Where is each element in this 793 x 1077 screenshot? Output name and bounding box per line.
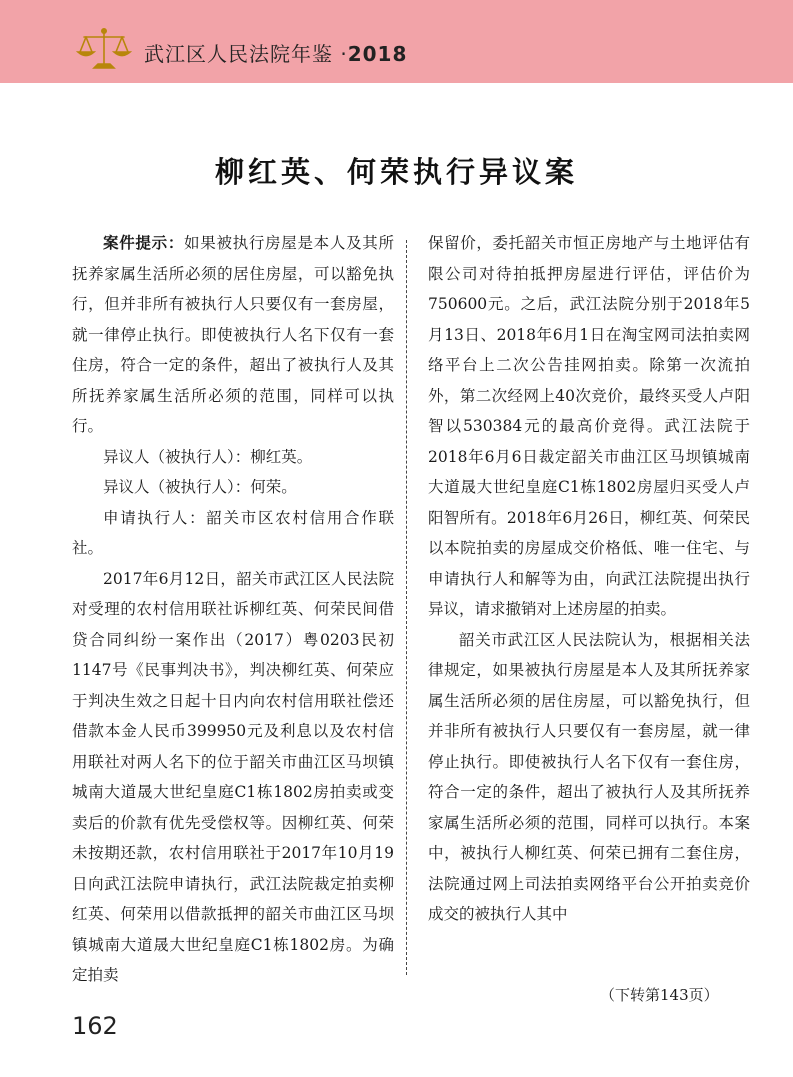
column-divider bbox=[406, 240, 407, 975]
court-opinion-paragraph: 韶关市武江区人民法院认为，根据相关法律规定，如果被执行房屋是本人及其所抚养家属生活所必须的居住房屋，可以豁免执行，但并非所有被执行人只要仅有一套房屋，就一律停止执行。即使被执行人名下仅有一套住房，符合一定的条件，超出了被执行人及其所抚养家属生活所必须的范围，同样可以执行。本案中，被执行人柳红英、何荣已拥有二套住房，法院通过网上司法拍卖网络平台公开拍卖竞价成交的被执行人其中 bbox=[428, 630, 750, 923]
case-facts-continuation: 保留价，委托韶关市恒正房地产与土地评估有限公司对待拍抵押房屋进行评估，评估价为750600元。之后，武江法院分别于2018年5月13日、2018年6月1日在淘宝网司法拍卖网络平台上二次公告挂网拍卖。除第一次流拍外，第二次经网上40次竞价，最终买受人卢阳智以530384元的最高价竞得。武江法院于2018年6月6日裁定韶关市曲江区马坝镇城南大道晟大世纪皇庭C1栋1802房屋归买受人卢阳智所有。2018年6月26日，柳红英、何荣民以本院拍卖的房屋成交价格低、唯一住宅、与申请执行人和解等为由，向武江法院提出执行异议，请求撤销对上述房屋的拍卖。 bbox=[428, 234, 750, 618]
case-hint-paragraph bbox=[72, 228, 394, 442]
yearbook-title bbox=[144, 38, 407, 67]
applicant: 申请执行人：韶关市区农村信用合作联社。 bbox=[72, 508, 394, 557]
left-column bbox=[72, 228, 394, 991]
article-title: 柳红英、何荣执行异议案 bbox=[214, 155, 578, 189]
objector-2: 异议人（被执行人）：何荣。 bbox=[103, 478, 297, 496]
objector-1: 异议人（被执行人）：柳红英。 bbox=[103, 447, 313, 466]
page-number: 162 bbox=[72, 1012, 118, 1040]
case-hint-text: 如果被执行房屋是本人及其所抚养家属生活所必须的居住房屋，可以豁免执行，但并非所有被执行人只要仅有一套房屋，就一律停止执行。即使被执行人名下仅有一套住房，符合一定的条件，超出了被执行人及其所抚养家属生活所必须的范围，同样可以执行。 bbox=[72, 234, 394, 435]
yearbook-year: 2018 bbox=[347, 42, 408, 66]
book-title: 武江区人民法院年鉴 bbox=[144, 42, 333, 66]
scales-of-justice-icon bbox=[76, 26, 132, 72]
title-separator: · bbox=[340, 42, 348, 66]
continued-on-note: （下转第143页） bbox=[600, 986, 719, 1004]
case-hint-label: 案件提示： bbox=[103, 234, 185, 252]
case-facts-paragraph: 2017年6月12日，韶关市武江区人民法院对受理的农村信用联社诉柳红英、何荣民间借贷合同纠纷一案作出（2017）粤0203民初1147号《民事判决书》，判决柳红英、何荣应于判决生效之日起十日内向农村信用联社偿还借款本金人民币399950元及利息以及农村信用联社对两人名下的位于韶关市曲江区马坝镇城南大道晟大世纪皇庭C1栋1802房拍卖或变卖后的价款有优先受偿权等。因柳红英、何荣未按期还款，农村信用联社于2017年10月19日向武江法院申请执行，武江法院裁定拍卖柳红英、何荣用以借款抵押的韶关市曲江区马坝镇城南大道晟大世纪皇庭C1栋1802房。为确定拍卖 bbox=[72, 569, 394, 984]
header-band bbox=[0, 0, 793, 83]
right-column bbox=[428, 228, 750, 930]
